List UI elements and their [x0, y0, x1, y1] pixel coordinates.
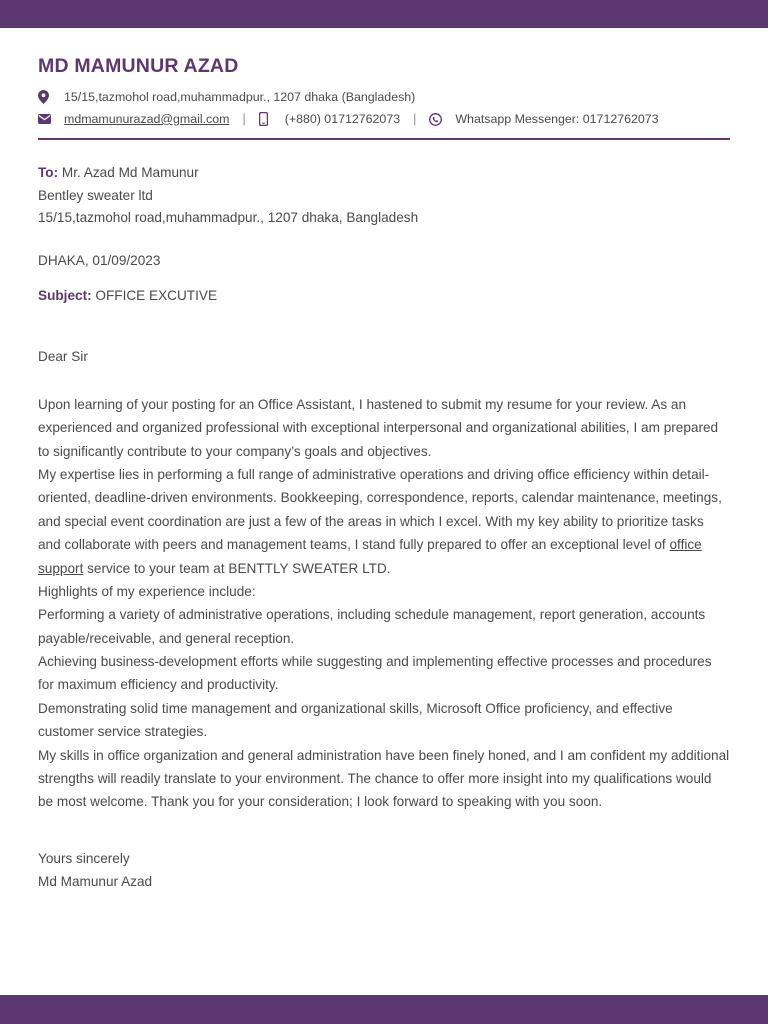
- paragraph-expertise: [38, 463, 730, 580]
- paragraph-closing: My skills in office organization and general administration have been finely honed, and I am confident my additional strengths will readily translate to your environment. The chance to offer more insight into my qualifications would be most welcome. Thank you for your consideration; I look forward to speaking with you soon.: [38, 747, 730, 810]
- recipient-company: Bentley sweater ltd: [38, 187, 153, 203]
- letter-content: [0, 28, 768, 1024]
- valediction: Yours sincerely: [38, 850, 130, 866]
- salutation: Dear Sir: [38, 348, 88, 364]
- sender-name: MD MAMUNUR AZAD: [38, 55, 239, 77]
- recipient-block: [38, 162, 730, 229]
- mobile-phone-icon: [259, 112, 276, 126]
- paragraph-expertise-tail: service to your team at BENTTLY SWEATER LTD.: [83, 560, 391, 576]
- envelope-icon: [38, 114, 55, 124]
- subject-label: Subject:: [38, 288, 92, 304]
- bottom-accent-bar: [0, 995, 768, 1024]
- signature-block: [38, 847, 730, 894]
- date-line: DHAKA, 01/09/2023: [38, 252, 161, 268]
- sender-address: 15/15,tazmohol road,muhammadpur., 1207 dhaka (Bangladesh): [64, 89, 416, 104]
- map-pin-icon: [38, 90, 55, 104]
- paragraph-intro: Upon learning of your posting for an Office Assistant, I hastened to submit my resume for your review. As an experienced and organized professional with exceptional interpersonal and organizational abilities, I am prepared to significantly contribute to your company’s goals and objectives.: [38, 396, 719, 459]
- contact-address-row: [38, 87, 730, 107]
- recipient-name: Mr. Azad Md Mamunur: [61, 165, 199, 181]
- top-accent-bar: [0, 0, 768, 28]
- phone-number: (+880) 01712762073: [284, 111, 401, 126]
- signature-name: Md Mamunur Azad: [38, 874, 153, 890]
- contact-separator-1: |: [242, 111, 246, 126]
- whatsapp-icon: [429, 113, 446, 126]
- contact-separator-2: |: [413, 111, 417, 126]
- letterhead: [38, 28, 730, 140]
- highlight-item-1: Performing a variety of administrative operations, including schedule management, report generation, accounts payable/receivable, and general reception.: [38, 607, 706, 646]
- contact-details-row: [38, 109, 730, 129]
- highlights-intro: Highlights of my experience include:: [38, 583, 256, 599]
- highlight-item-2: Achieving business-development efforts while suggesting and implementing effective processes and procedures for maximum efficiency and productivity.: [38, 654, 712, 693]
- letter-body: [38, 393, 730, 814]
- recipient-address: 15/15,tazmohol road,muhammadpur., 1207 dhaka, Bangladesh: [38, 210, 419, 226]
- whatsapp-detail: Whatsapp Messenger: 01712762073: [455, 111, 659, 126]
- office-support-link[interactable]: office support: [38, 537, 702, 576]
- header-divider: [38, 138, 730, 140]
- to-label: To:: [38, 165, 59, 181]
- subject-line: [38, 285, 730, 307]
- recipient-name-line: [38, 162, 730, 184]
- email-link[interactable]: mdmamunurazad@gmail.com: [64, 111, 230, 126]
- paragraph-expertise-lead: My expertise lies in performing a full range of administrative operations and driving office efficiency within detail-oriented, deadline-driven environments. Bookkeeping, correspondence, reports, calendar maintenance, meetings, and special event coordination are just a few of the areas in which I excel. With my key ability to prioritize tasks and collaborate with peers and management teams, I stand fully prepared to offer an exceptional level of: [38, 467, 722, 553]
- highlight-item-3: Demonstrating solid time management and organizational skills, Microsoft Office proficiency, and effective customer service strategies.: [38, 700, 673, 740]
- subject-value: OFFICE EXCUTIVE: [95, 288, 218, 304]
